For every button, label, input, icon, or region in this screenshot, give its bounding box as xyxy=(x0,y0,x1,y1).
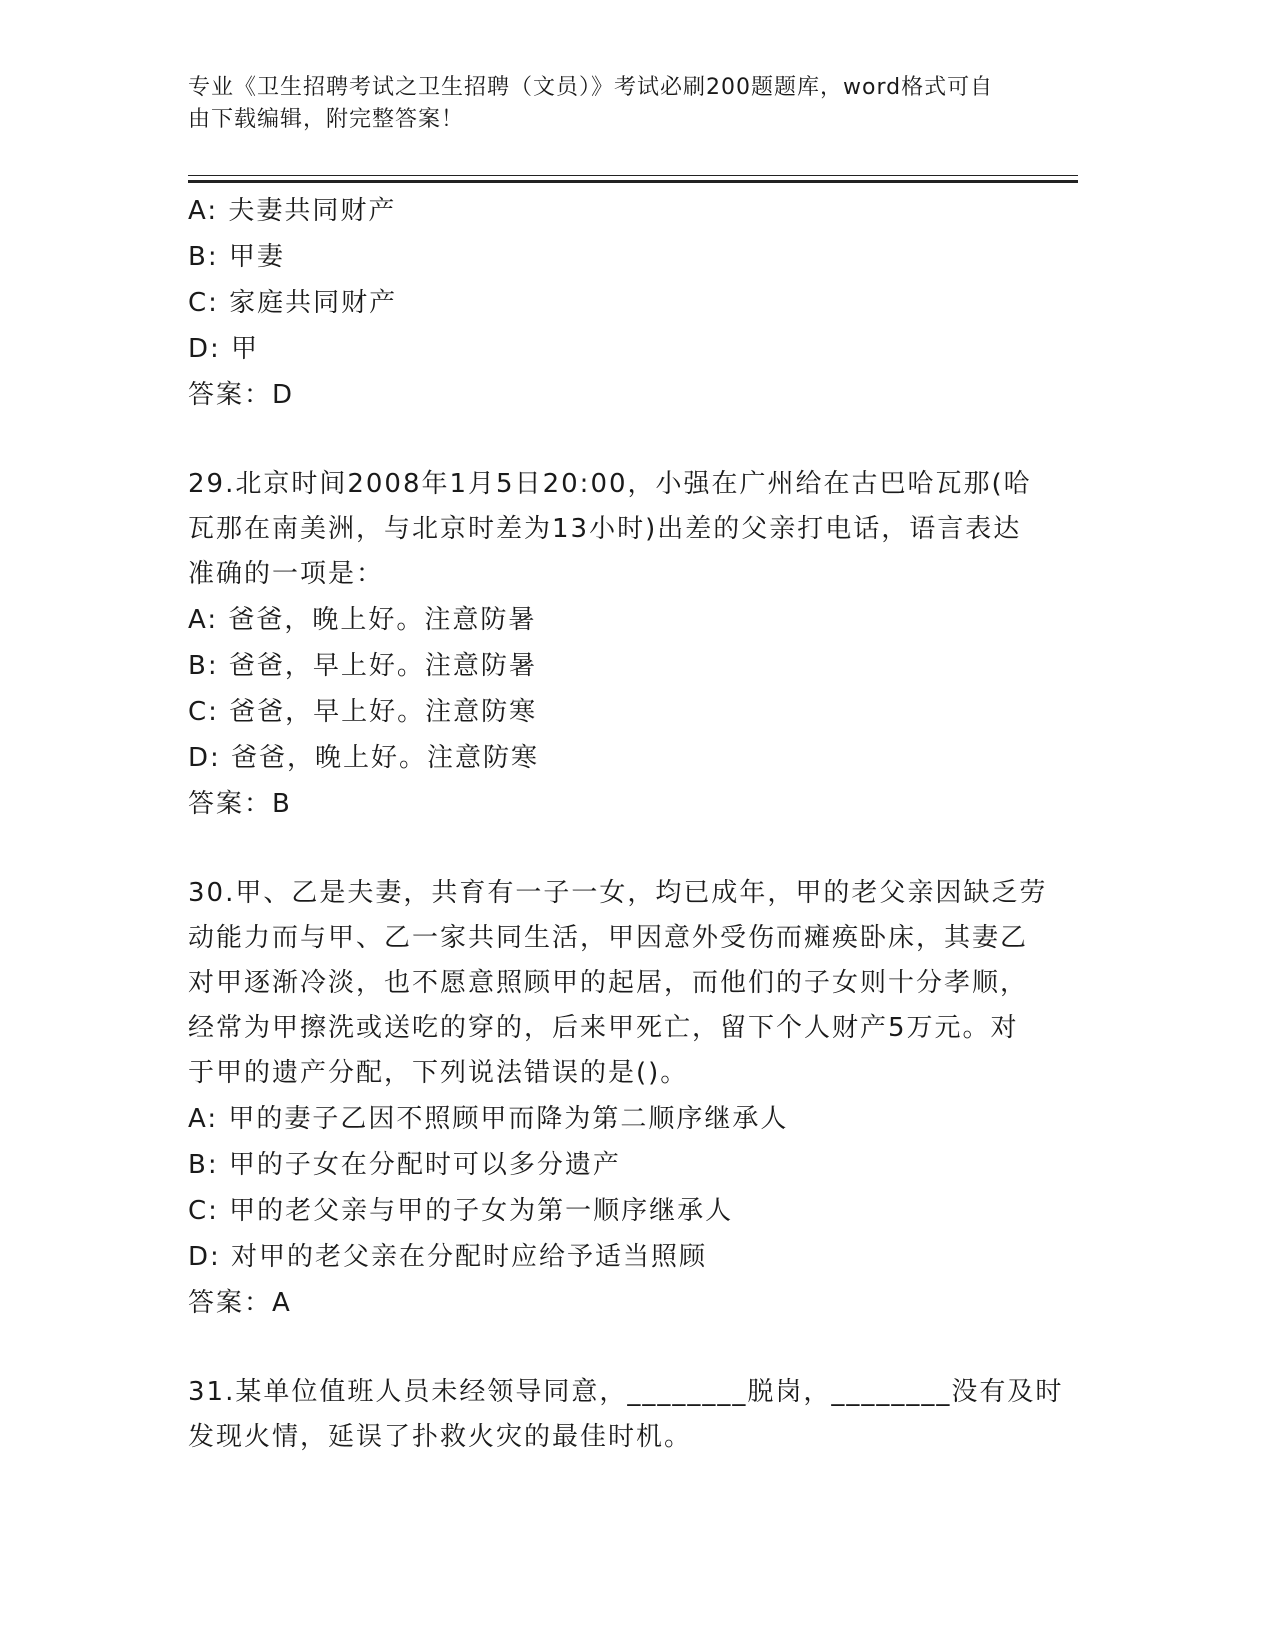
option-b: B: 甲的子女在分配时可以多分遗产 xyxy=(188,1150,621,1180)
answer-label: 答案：D xyxy=(188,380,295,410)
header-line-2: 由下载编辑，附完整答案！ xyxy=(188,107,465,132)
question-text-line: 30.甲、乙是夫妻，共育有一子一女，均已成年，甲的老父亲因缺乏劳 xyxy=(188,878,1048,908)
question-text-line: 经常为甲擦洗或送吃的穿的，后来甲死亡，留下个人财产5万元。对 xyxy=(188,1013,1019,1043)
spacer xyxy=(188,827,1078,871)
header-divider-thin xyxy=(188,175,1078,176)
option-d: D: 对甲的老父亲在分配时应给予适当照顾 xyxy=(188,1242,708,1272)
option-d: D: 甲 xyxy=(188,334,260,364)
option-a: A: 甲的妻子乙因不照顾甲而降为第二顺序继承人 xyxy=(188,1104,789,1134)
question-text-line: 发现火情，延误了扑救火灾的最佳时机。 xyxy=(188,1422,693,1452)
spacer xyxy=(188,1326,1078,1370)
question-text-line: 31.某单位值班人员未经领导同意，________脱岗，________没有及时 xyxy=(188,1377,1064,1407)
question-31-block xyxy=(188,1370,1078,1460)
answer-label: 答案：A xyxy=(188,1288,292,1318)
option-d: D: 爸爸，晚上好。注意防寒 xyxy=(188,743,540,773)
answer-label: 答案：B xyxy=(188,789,292,819)
question-28-block xyxy=(188,188,1078,418)
option-a: A: 爸爸，晚上好。注意防暑 xyxy=(188,605,537,635)
option-a: A: 夫妻共同财产 xyxy=(188,196,397,226)
question-30-block xyxy=(188,871,1078,1326)
header-line-1: 专业《卫生招聘考试之卫生招聘（文员）》考试必刷200题题库，word格式可自 xyxy=(188,75,994,100)
option-c: C: 家庭共同财产 xyxy=(188,288,398,318)
question-text-line: 瓦那在南美洲，与北京时差为13小时)出差的父亲打电话，语言表达 xyxy=(188,514,1022,544)
document-header xyxy=(188,72,1068,136)
spacer xyxy=(188,418,1078,462)
question-text-line: 于甲的遗产分配，下列说法错误的是()。 xyxy=(188,1058,689,1088)
question-text-line: 29.北京时间2008年1月5日20:00，小强在广州给在古巴哈瓦那(哈 xyxy=(188,469,1032,499)
option-c: C: 甲的老父亲与甲的子女为第一顺序继承人 xyxy=(188,1196,734,1226)
option-c: C: 爸爸，早上好。注意防寒 xyxy=(188,697,538,727)
header-divider-thick xyxy=(188,180,1078,183)
option-b: B: 爸爸，早上好。注意防暑 xyxy=(188,651,537,681)
option-b: B: 甲妻 xyxy=(188,242,285,272)
question-list xyxy=(188,188,1078,1460)
question-29-block xyxy=(188,462,1078,827)
question-text-line: 准确的一项是： xyxy=(188,559,385,589)
question-text-line: 对甲逐渐冷淡，也不愿意照顾甲的起居，而他们的子女则十分孝顺， xyxy=(188,968,1029,998)
question-text-line: 动能力而与甲、乙一家共同生活，甲因意外受伤而瘫痪卧床，其妻乙 xyxy=(188,923,1029,953)
